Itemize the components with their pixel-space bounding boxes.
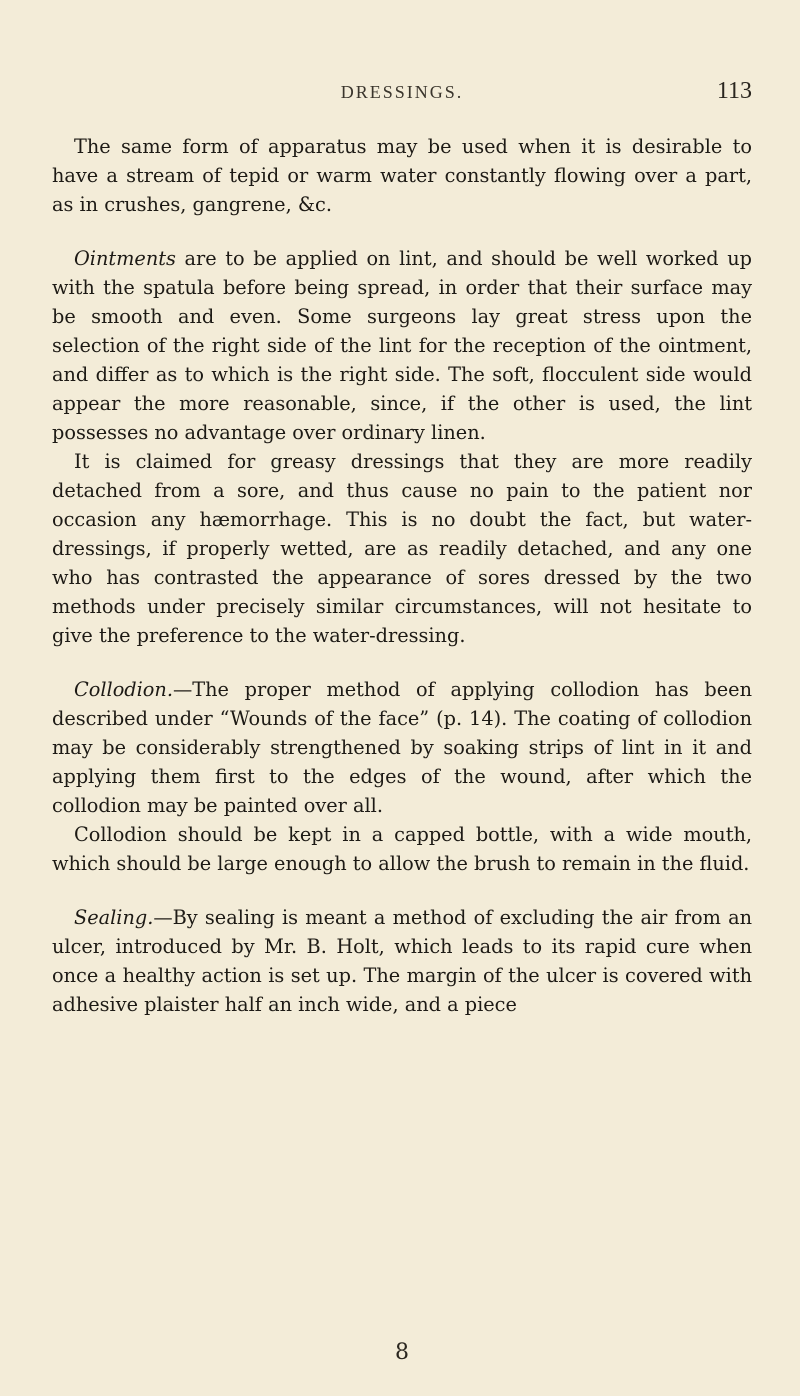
paragraph-text: The same form of apparatus may be used when it is desirable to have a stream of tepid or warm water constantly flowing over a part, as in crushes, gangrene, &c. — [52, 135, 752, 216]
paragraph-lead-sealing: Sealing. — [74, 906, 154, 929]
paragraph-collodion — [52, 675, 752, 820]
paragraph-lead-ointments: Ointments — [74, 247, 176, 270]
signature-mark: 8 — [395, 1340, 409, 1365]
paragraph-text: Collodion should be kept in a capped bottle, with a wide mouth, which should be large enough to allow the brush to remain in the fluid. — [52, 823, 752, 875]
paragraph-sealing — [52, 903, 752, 1019]
paragraph-text: —By sealing is meant a method of excluding the air from an ulcer, introduced by Mr. B. Holt, which leads to its rapid cure when once a healthy action is set up. The margin of the ulcer is covered with adhesive plaister half an inch wide, and a piece — [52, 906, 752, 1016]
running-title: DRESSINGS. — [340, 82, 464, 102]
body-text — [52, 132, 752, 1019]
paragraph-text: are to be applied on lint, and should be well worked up with the spatula before being spread, in order that their surface may be smooth and even. Some surgeons lay great stress upon the selection of the right side of the lint for the reception of the ointment, and differ as to which is the right side. The soft, flocculent side would appear the more reasonable, since, if the other is used, the lint possesses no advantage over ordinary linen. — [52, 247, 752, 444]
running-head — [52, 78, 752, 118]
paragraph-text: It is claimed for greasy dressings that they are more readily detached from a sore, and thus cause no pain to the patient nor occasion any hæmorrhage. This is no doubt the fact, but water-dressings, if properly wetted, are as readily detached, and any one who has contrasted the appearance of sores dressed by the two methods under precisely similar circumstances, will not hesitate to give the preference to the water-dressing. — [52, 450, 752, 647]
page-number: 113 — [716, 78, 752, 104]
paragraph-text: —The proper method of applying collodion has been described under “Wounds of the face” (p. 14). The coating of collodion may be considerably strengthened by soaking strips of lint in it and applying them first to the edges of the wound, after which the collodion may be painted over all. — [52, 678, 752, 817]
paragraph-greasy-dressings — [52, 447, 752, 650]
book-page — [52, 78, 752, 1378]
paragraph-apparatus — [52, 132, 752, 219]
paragraph-lead-collodion: Collodion. — [74, 678, 173, 701]
paragraph-ointments — [52, 244, 752, 447]
paragraph-collodion-storage — [52, 820, 752, 878]
